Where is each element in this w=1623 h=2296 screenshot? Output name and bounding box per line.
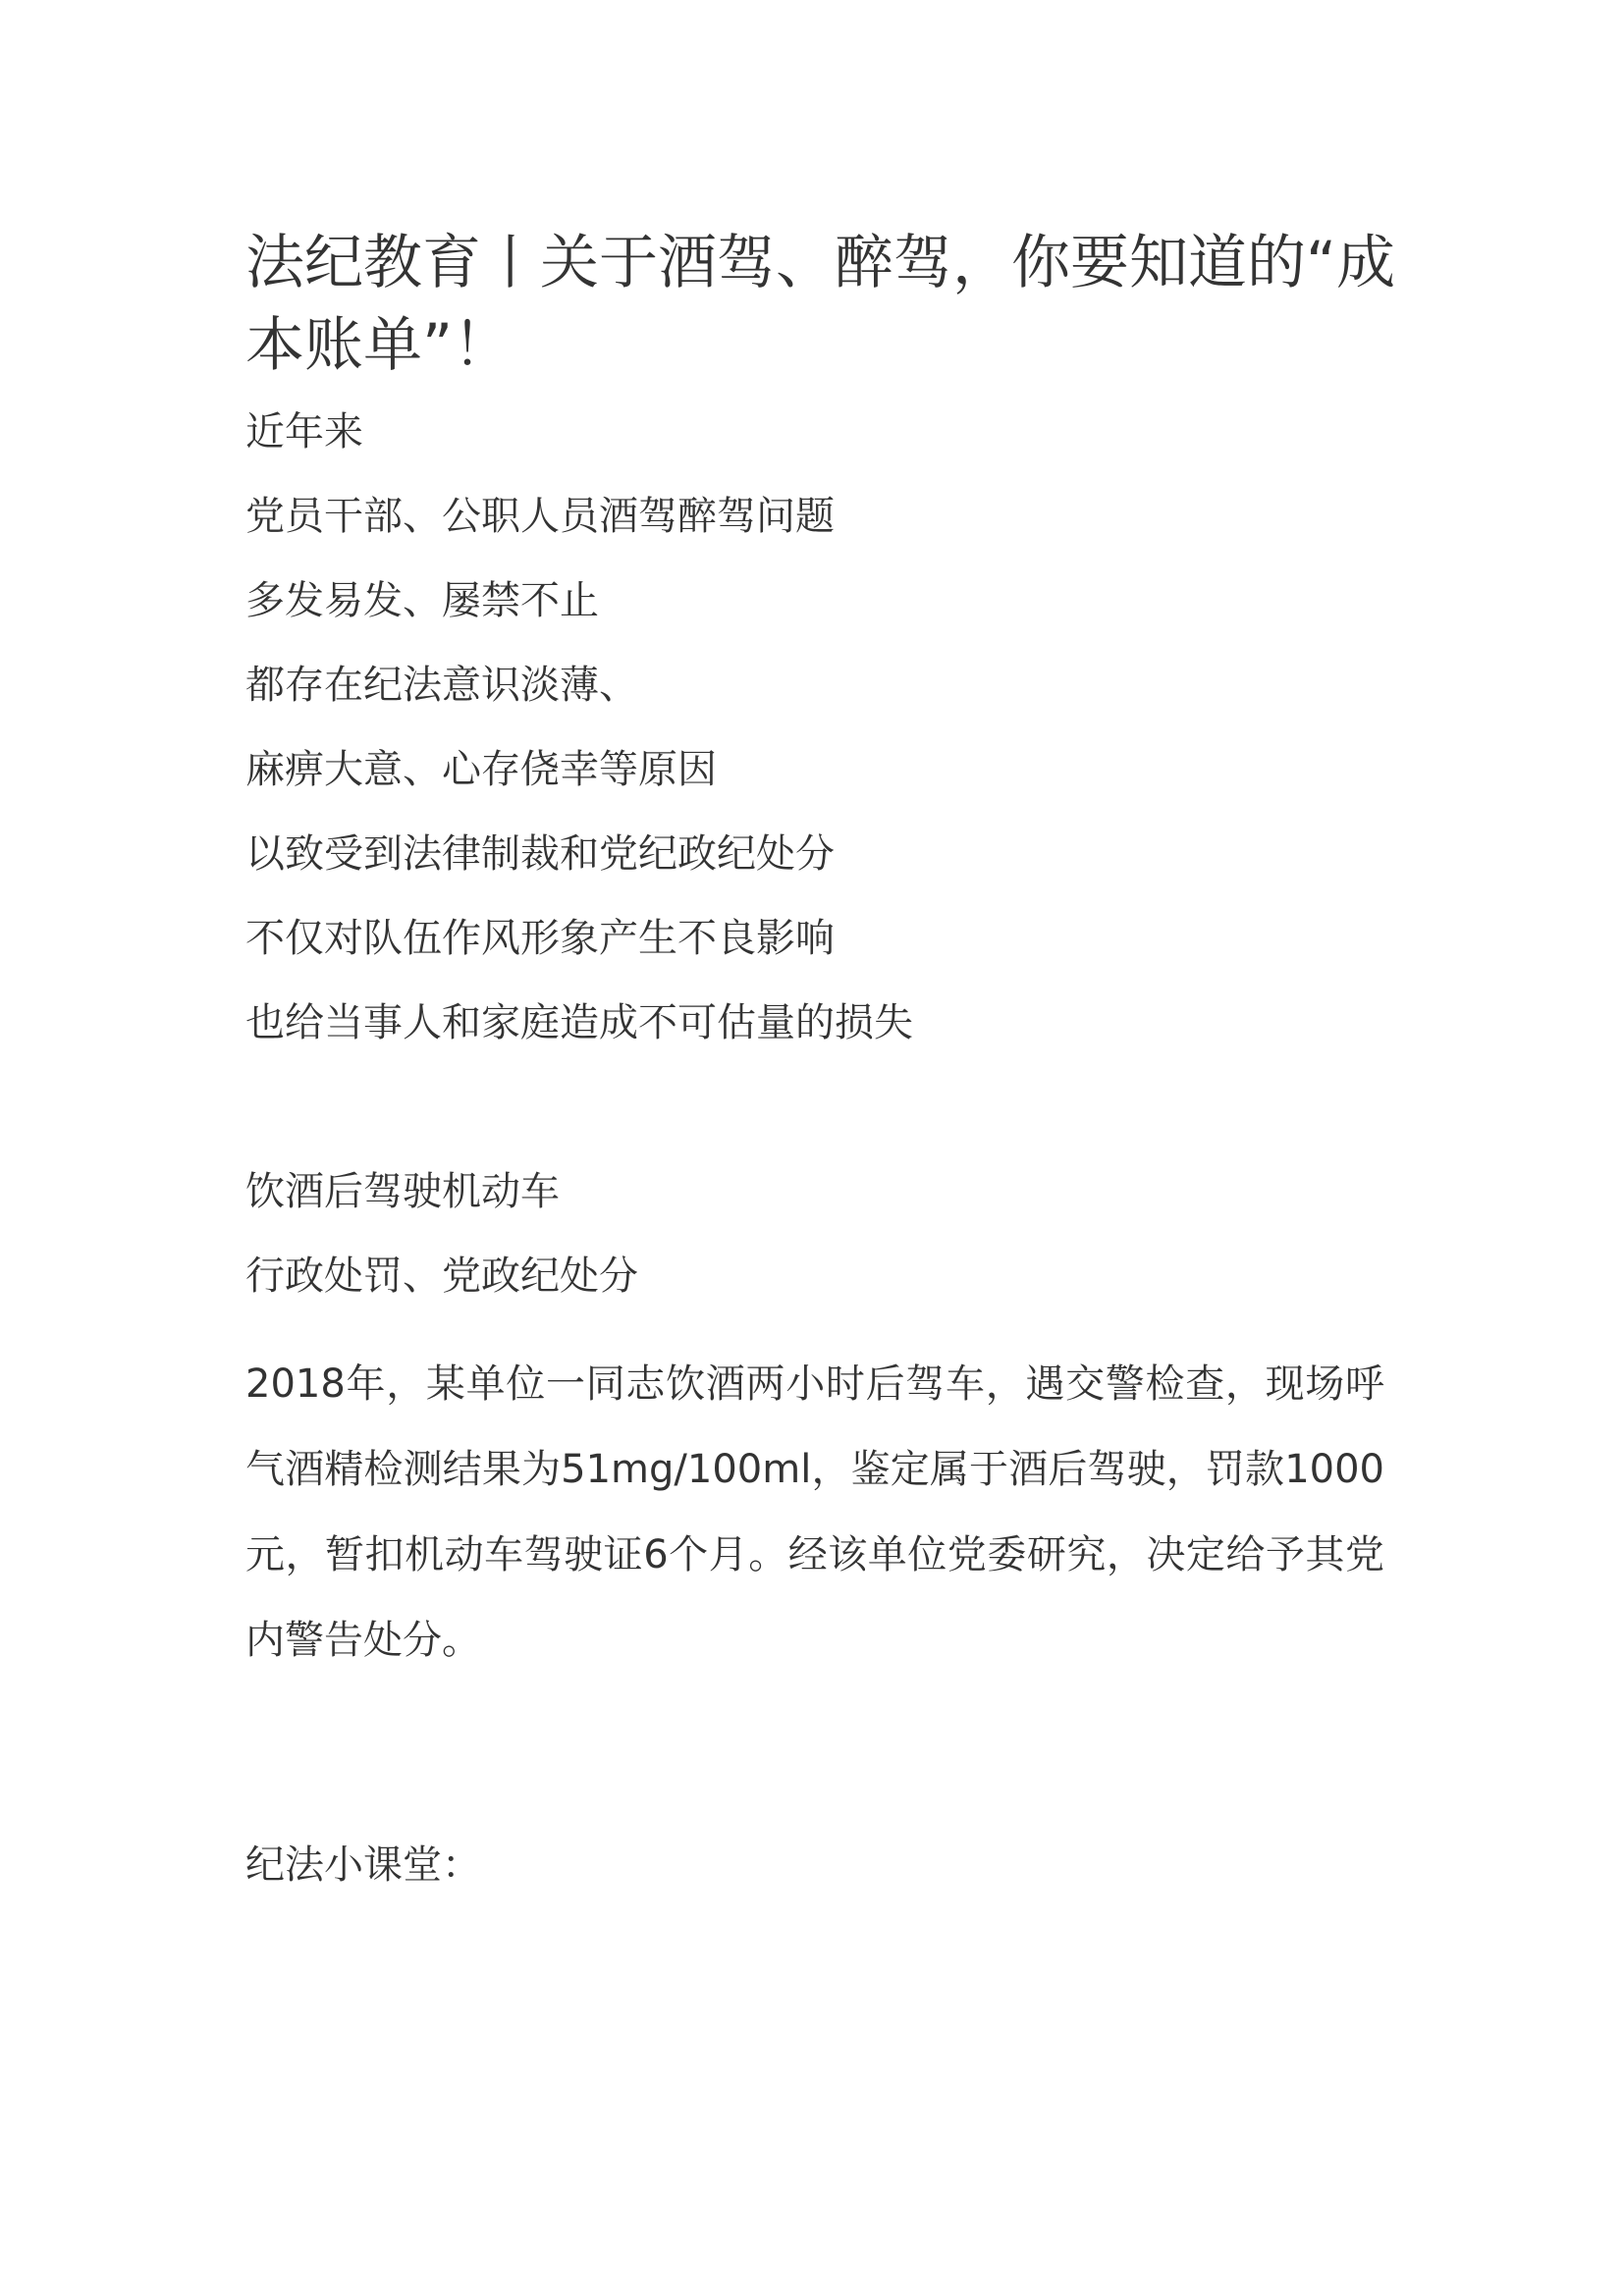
- case-paragraph: 2018年，某单位一同志饮酒两小时后驾车，遇交警检查，现场呼气酒精检测结果为51mg/100ml，鉴定属于酒后驾驶，罚款1000元，暂扣机动车驾驶证6个月。经该单位党委研究，决定给予其党内警告处分。: [245, 1362, 1384, 1663]
- section-heading: 饮酒后驾驶机动车: [245, 1169, 560, 1214]
- intro-line-8: 也给当事人和家庭造成不可估量的损失: [245, 1000, 913, 1045]
- intro-line-7: 不仅对队伍作风形象产生不良影响: [245, 916, 835, 961]
- intro-line-5: 麻痹大意、心存侥幸等原因: [245, 747, 717, 792]
- intro-line-2: 党员干部、公职人员酒驾醉驾问题: [245, 494, 835, 539]
- intro-line-3: 多发易发、屡禁不止: [245, 578, 599, 623]
- intro-line-1: 近年来: [245, 409, 363, 454]
- section-subheading: 行政处罚、党政纪处分: [245, 1254, 638, 1299]
- intro-line-6: 以致受到法律制裁和党纪政纪处分: [245, 831, 835, 877]
- article-title: 法纪教育丨关于酒驾、醉驾，你要知道的“成本账单”！: [245, 229, 1396, 380]
- intro-line-4: 都存在纪法意识淡薄、: [245, 663, 638, 708]
- closing-heading: 纪法小课堂：: [245, 1842, 481, 1888]
